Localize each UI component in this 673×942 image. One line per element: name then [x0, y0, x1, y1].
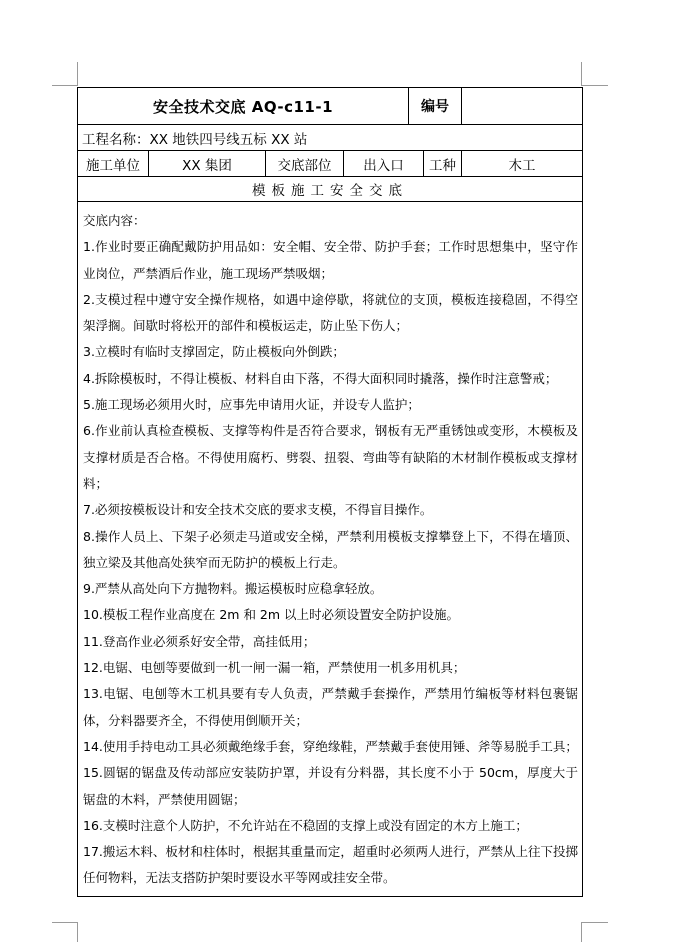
content-item-9: 9.严禁从高处向下方抛物料。搬运模板时应稳拿轻放。	[83, 581, 383, 597]
content-item-1: 1.作业时要正确配戴防护用品如：安全帽、安全带、防护手套；工作时思想集中，坚守作业岗位，严禁酒后作业，施工现场严禁吸烟；	[83, 239, 578, 281]
disclosure-content	[78, 202, 583, 897]
content-item-17: 17.搬运木料、板材和柱体时，根据其重量而定，超重时必须两人进行，严禁从上往下投掷任何物料，无法支搭防护架时要设水平等网或挂安全带。	[83, 844, 578, 886]
crop-mark-bottom-left-v	[77, 922, 78, 942]
trade-label: 工种	[424, 151, 462, 177]
content-item-2: 2.支模过程中遵守安全操作规格，如遇中途停歇，将就位的支顶，模板连接稳固，不得空架浮搁。间歇时将松开的部件和模板运走，防止坠下伤人；	[83, 291, 578, 334]
content-item-6: 6.作业前认真检查模板、支撑等构件是否符合要求，钢板有无严重锈蚀或变形，木模板及支撑材质是否合格。不得使用腐朽、劈裂、扭裂、弯曲等有缺陷的木材制作模板或支撑材料；	[83, 423, 578, 491]
content-heading: 交底内容：	[83, 213, 146, 228]
content-item-5: 5.施工现场必须用火时，应事先申请用火证，并设专人监护；	[83, 397, 420, 413]
content-item-4: 4.拆除模板时，不得让模板、材料自由下落，不得大面积同时撬落，操作时注意警戒；	[83, 370, 558, 386]
section-title-row	[78, 177, 583, 202]
content-item-13: 13.电锯、电刨等木工机具要有专人负责，严禁戴手套操作，严禁用竹编板等材料包裹锯体，分料器要齐全，不得使用倒顺开关；	[83, 686, 578, 728]
content-row	[78, 202, 583, 897]
crop-mark-top-left-h	[52, 85, 78, 86]
document-title: 安全技术交底 AQ-c11-1	[78, 88, 409, 125]
content-item-14: 14.使用手持电动工具必须戴绝缘手套，穿绝缘鞋，严禁戴手套使用锤、斧等易脱手工具；	[83, 738, 578, 754]
project-name-label: 工程名称：	[82, 131, 150, 148]
title-row	[78, 88, 583, 125]
content-item-7: 7.必须按模板设计和安全技术交底的要求支模，不得盲目操作。	[83, 502, 433, 518]
content-item-16: 16.支模时注意个人防护，不允许站在不稳固的支撑上或没有固定的木方上施工；	[83, 817, 528, 833]
content-item-3: 3.立模时有临时支撑固定，防止模板向外倒跌；	[83, 344, 345, 360]
project-name-value: XX 地铁四号线五标 XX 站	[149, 131, 308, 148]
crop-mark-top-right-v	[581, 62, 582, 86]
construction-unit-value: XX 集团	[149, 151, 266, 177]
construction-unit-label: 施工单位	[78, 151, 149, 177]
content-item-11: 11.登高作业必须系好安全带，高挂低用；	[83, 633, 316, 649]
number-label: 编号	[409, 88, 462, 125]
content-item-15: 15.圆锯的锯盘及传动部应安装防护罩，并设有分料器，其长度不小于 50cm，厚度大于锯盘的木料，严禁使用圆锯；	[83, 765, 578, 807]
content-item-12: 12.电锯、电刨等要做到一机一闸一漏一箱，严禁使用一机多用机具；	[83, 660, 466, 676]
trade-value: 木工	[462, 151, 583, 177]
project-name-cell	[78, 125, 583, 151]
project-row	[78, 125, 583, 151]
number-value[interactable]	[462, 88, 583, 125]
content-item-8: 8.操作人员上、下架子必须走马道或安全梯，严禁利用模板支撑攀登上下，不得在墙顶、独立梁及其他高处狭窄而无防护的模板上行走。	[83, 528, 578, 570]
safety-disclosure-table	[77, 87, 583, 897]
crop-mark-top-right-h	[582, 85, 608, 86]
crop-mark-bottom-right-h	[582, 922, 608, 923]
crop-mark-top-left-v	[77, 62, 78, 86]
crop-mark-bottom-left-h	[52, 922, 78, 923]
content-item-10: 10.模板工程作业高度在 2m 和 2m 以上时必须设置安全防护设施。	[83, 607, 460, 623]
disclosure-location-label: 交底部位	[266, 151, 344, 177]
crop-mark-bottom-right-v	[581, 922, 582, 942]
disclosure-location-value: 出入口	[344, 151, 424, 177]
info-row	[78, 151, 583, 177]
section-title: 模板施工安全交底	[78, 177, 583, 202]
